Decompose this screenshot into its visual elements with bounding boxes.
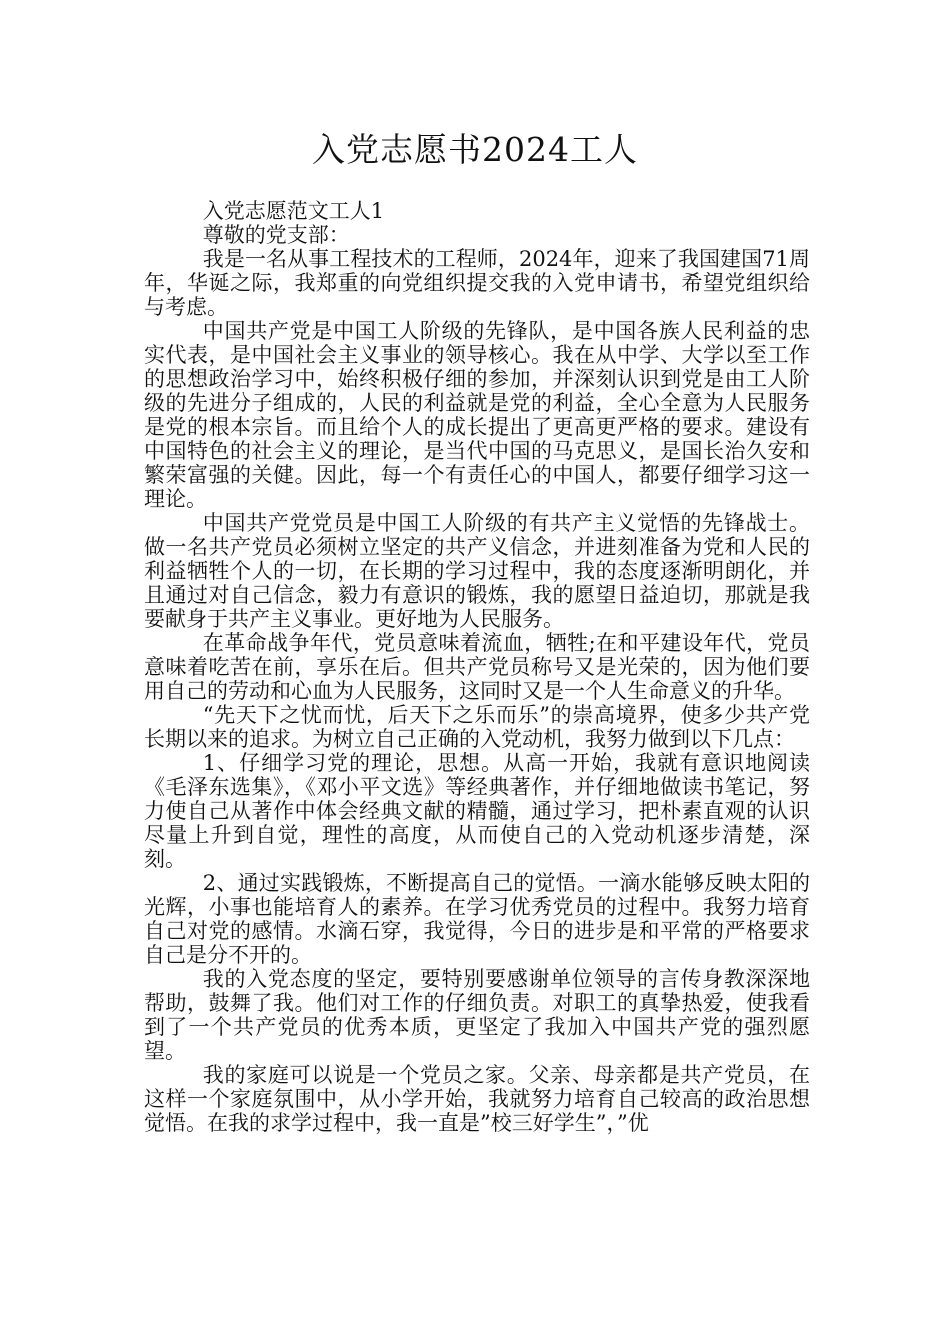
paragraph: 在革命战争年代，党员意味着流血，牺牲;在和平建设年代，党员意味着吃苦在前，享乐在后。但共产党员称号又是光荣的，因为他们要用自己的劳动和心血为人民服务，这同时又是一个人生命意义的升华。 [144, 631, 810, 703]
salutation: 尊敬的党支部： [202, 223, 350, 247]
paragraph: “先天下之忧而忧，后天下之乐而乐”的崇高境界，使多少共产党长期以来的追求。为树立自己正确的入党动机，我努力做到以下几点： [144, 703, 810, 751]
paragraph: 我是一名从事工程技术的工程师，2024年，迎来了我国建国71周年，华诞之际，我郑重的向党组织提交我的入党申请书，希望党组织给与考虑。 [144, 247, 810, 319]
paragraph: 中国共产党党员是中国工人阶级的有共产主义觉悟的先锋战士。做一名共产党员必须树立坚定的共产义信念，并进刻准备为党和人民的利益牺牲个人的一切，在长期的学习过程中，我的态度逐渐明朗化，并且通过对自己信念，毅力有意识的锻炼，我的愿望日益迫切，那就是我要献身于共产主义事业。更好地为人民服务。 [144, 511, 810, 631]
paragraph: 我的入党态度的坚定，要特别要感谢单位领导的言传身教深深地帮助，鼓舞了我。他们对工作的仔细负责。对职工的真挚热爱，使我看到了一个共产党员的优秀本质，更坚定了我加入中国共产党的强烈愿望。 [144, 967, 810, 1063]
paragraph: 2、通过实践锻炼，不断提高自己的觉悟。一滴水能够反映太阳的光辉，小事也能培育人的素养。在学习优秀党员的过程中。我努力培育自己对党的感情。水滴石穿，我觉得，今日的进步是和平常的严格要求自己是分不开的。 [144, 871, 810, 967]
paragraph: 1、仔细学习党的理论，思想。从高一开始，我就有意识地阅读《毛泽东选集》，《邓小平文选》等经典著作，并仔细地做读书笔记，努力使自己从著作中体会经典文献的精髓，通过学习，把朴素直观的认识尽量上升到自觉，理性的高度，从而使自己的入党动机逐步清楚，深刻。 [144, 751, 810, 871]
document-body [144, 199, 810, 1135]
document-title: 入党志愿书2024工人 [312, 130, 638, 169]
paragraph: 我的家庭可以说是一个党员之家。父亲、母亲都是共产党员，在这样一个家庭氛围中，从小学开始，我就努力培育自己较高的政治思想觉悟。在我的求学过程中，我一直是”校三好学生”，”优 [144, 1063, 810, 1135]
document-subtitle: 入党志愿范文工人1 [202, 199, 385, 223]
paragraph: 中国共产党是中国工人阶级的先锋队，是中国各族人民利益的忠实代表，是中国社会主义事业的领导核心。我在从中学、大学以至工作的思想政治学习中，始终积极仔细的参加，并深刻认识到党是由工人阶级的先进分子组成的，人民的利益就是党的利益，全心全意为人民服务是党的根本宗旨。而且给个人的成长提出了更高更严格的要求。建设有中国特色的社会主义的理论，是当代中国的马克思义，是国长治久安和繁荣富强的关健。因此，每一个有责任心的中国人，都要仔细学习这一理论。 [144, 319, 810, 511]
